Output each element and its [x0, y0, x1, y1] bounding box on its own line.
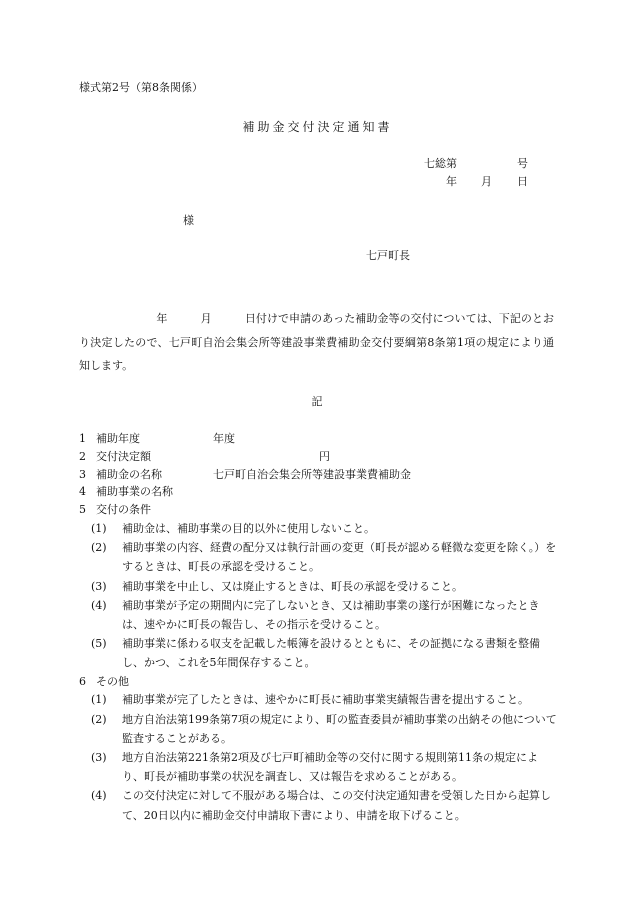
item-row	[79, 430, 559, 448]
other-number: (3)	[91, 751, 107, 765]
item-row	[79, 483, 559, 501]
ki-heading: 記	[311, 395, 323, 408]
item-number: 5	[79, 503, 86, 517]
condition-text: 補助金は、補助事業の目的以外に使用しないこと。	[122, 521, 375, 535]
condition-text: 補助事業に係わる収支を記載した帳簿を設けるとともに、その証拠になる書類を整備し、かつ、これを5年間保存すること。	[122, 637, 540, 670]
other-text: この交付決定に対して不服がある場合は、この交付決定通知書を受領した日から起算して、20日以内に補助金交付申請取下書により、申請を取下げること。	[122, 789, 551, 822]
item-row	[79, 501, 559, 519]
item-value: 円	[319, 449, 330, 463]
item-row	[79, 673, 559, 691]
body-text: 年 月 日付けで申請のあった補助金等の交付については、下記のとおり決定したので、七戸町自治会集会所等建設事業費補助金交付要綱第8条第1項の規定により通知します。	[79, 312, 554, 372]
item-number: 2	[79, 449, 86, 463]
other-text: 地方自治法第199条第7項の規定により、町の監査委員が補助事業の出納その他について監査することがある。	[122, 712, 557, 745]
document-title: 補助金交付決定通知書	[242, 120, 393, 134]
other-number: (2)	[91, 712, 107, 726]
item-number: 4	[79, 485, 86, 499]
item-label: 交付決定額	[96, 449, 151, 463]
form-number: 様式第2号（第8条関係）	[79, 81, 203, 94]
condition-item	[79, 634, 559, 672]
condition-item	[79, 577, 559, 596]
condition-number: (4)	[91, 598, 107, 612]
other-item	[79, 748, 559, 786]
item-row	[79, 466, 559, 484]
item-label: 交付の条件	[96, 503, 151, 517]
condition-number: (3)	[91, 579, 107, 593]
document-number-suffix: 号	[517, 157, 528, 170]
document-number	[424, 157, 528, 171]
condition-text: 補助事業を中止し、又は廃止するときは、町長の承認を受けること。	[122, 579, 463, 593]
item-number: 6	[79, 674, 86, 688]
other-number: (1)	[91, 693, 107, 707]
condition-text: 補助事業の内容、経費の配分又は執行計画の変更（町長が認める軽微な変更を除く。）をするときは、町長の承認を受けること。	[122, 541, 557, 574]
condition-number: (5)	[91, 637, 107, 651]
condition-number: (2)	[91, 541, 107, 555]
issue-date	[446, 175, 528, 189]
other-item	[79, 710, 559, 748]
document-number-prefix: 七総第	[424, 157, 457, 170]
item-label: 補助事業の名称	[96, 485, 173, 499]
item-number: 1	[79, 432, 86, 445]
other-item	[79, 690, 559, 709]
item-value: 七戸町自治会集会所等建設事業費補助金	[213, 467, 411, 481]
condition-item	[79, 519, 559, 538]
date-year: 年	[446, 175, 457, 188]
item-number: 3	[79, 467, 86, 481]
date-day: 日	[517, 175, 528, 188]
other-text: 地方自治法第221条第2項及び七戸町補助金等の交付に関する規則第11条の規定により、町長が補助事業の状況を調査し、又は報告を求めることがある。	[122, 751, 538, 784]
condition-number: (1)	[91, 521, 107, 535]
condition-item	[79, 596, 559, 634]
other-number: (4)	[91, 789, 107, 803]
item-value: 年度	[213, 432, 235, 445]
other-text: 補助事業が完了したときは、速やかに町長に補助事業実績報告書を提出すること。	[122, 693, 529, 707]
item-row	[79, 448, 559, 466]
item-label: その他	[96, 674, 129, 688]
addressee: 様	[183, 214, 194, 227]
date-month: 月	[481, 175, 492, 188]
item-list	[79, 430, 559, 825]
condition-text: 補助事業が予定の期間内に完了しないとき、又は補助事業の遂行が困難になったときは、速やかに町長の報告し、その指示を受けること。	[122, 598, 540, 631]
sender: 七戸町長	[366, 249, 410, 262]
item-label: 補助年度	[96, 432, 140, 445]
item-label: 補助金の名称	[96, 467, 162, 481]
condition-item	[79, 538, 559, 576]
other-item	[79, 786, 559, 824]
